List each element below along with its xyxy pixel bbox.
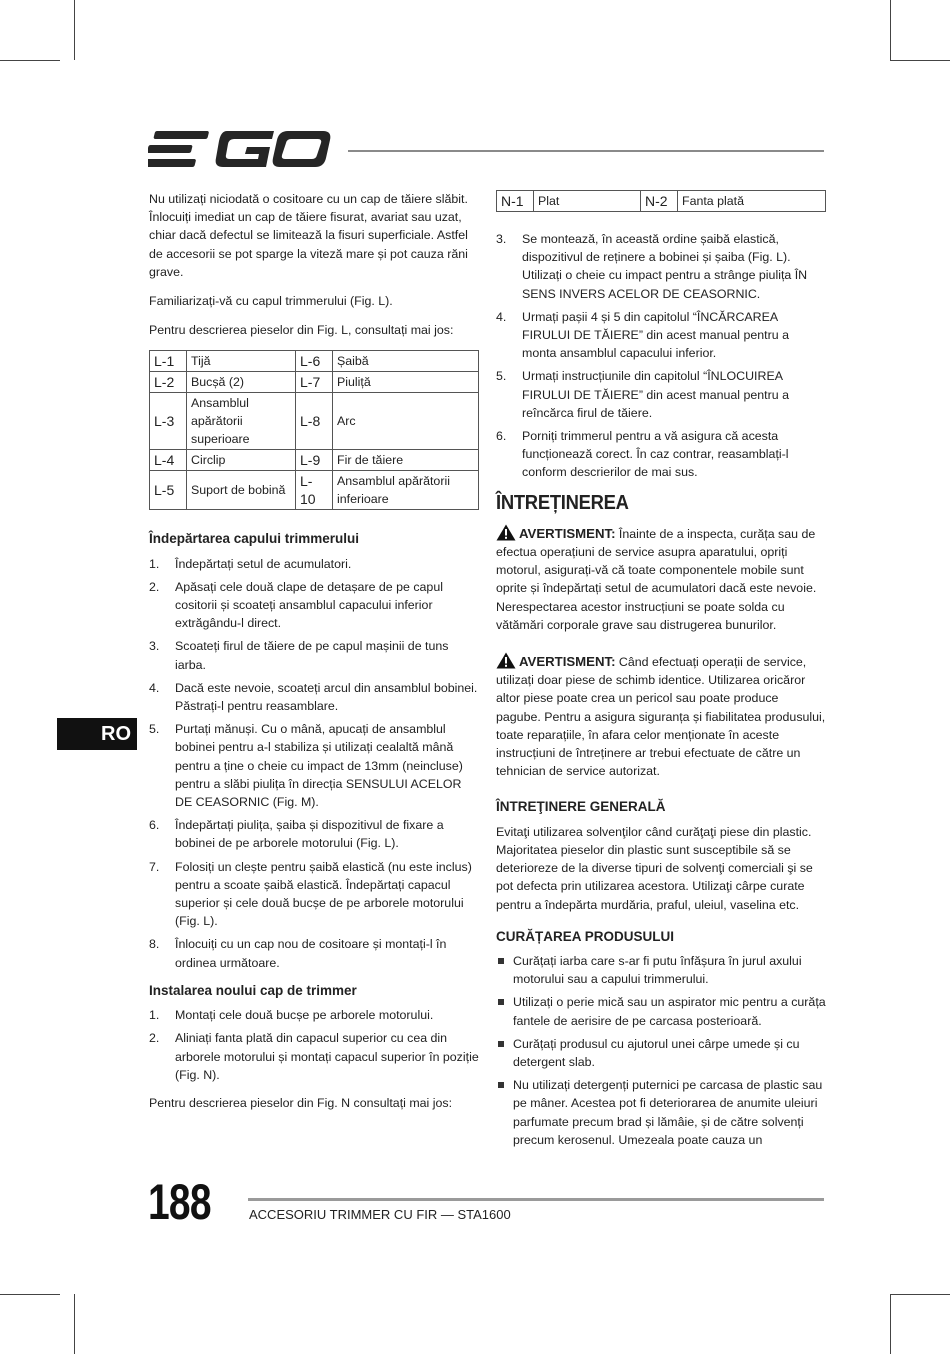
header-rule [348, 150, 824, 152]
install-steps [149, 1006, 479, 1084]
intro-paragraph: Nu utilizați niciodată o cositoare cu un cap de tăiere slăbit. Înlocuiți imediat un cap de tăiere fisurat, avariat sau uzat, chiar dacă defectul se limitează la fisuri superficiale. Astfel de accesorii se pot sparge la viteză mare și pot cauza răni grave. [149, 192, 468, 279]
table-row [150, 450, 479, 471]
part-desc: Bucșă (2) [187, 372, 296, 393]
part-desc: Suport de bobină [187, 471, 296, 510]
part-desc: Arc [333, 393, 479, 450]
step-text: Dacă este nevoie, scoateți arcul din ansamblul bobinei. Păstrați-l pentru reasamblare. [175, 680, 478, 714]
step-number: 3. [496, 232, 507, 246]
part-code: L-3 [150, 393, 187, 450]
bullet-square-icon [498, 999, 504, 1005]
part-desc: Ansamblul apărătorii inferioare [333, 471, 479, 510]
list-item [149, 935, 479, 971]
language-tab: RO [57, 718, 137, 750]
warning-paragraph [496, 652, 826, 780]
crop-mark [890, 1294, 950, 1295]
step-text: Purtați mănuși. Cu o mână, apucați de ansamblul bobinei pentru a-l stabiliza și utilizați cealaltă mână pentru a ține o cheie cu impact de 13mm (neincluse) pentru a slăbi piulița în direcția SENSULUI ACELOR DE CEASORNIC (Fig. M). [175, 722, 463, 810]
step-text: Aliniați fanta plată din capacul superior cu cea din arborele motorului și montați capacul superior în poziție (Fig. N). [175, 1031, 479, 1082]
step-number: 2. [149, 1031, 160, 1046]
table-row [150, 393, 479, 450]
part-code: N-2 [641, 191, 678, 212]
part-desc: Șaibă [333, 351, 479, 372]
step-text: Porniți trimmerul pentru a vă asigura că acesta funcționează corect. În caz contrar, reasamblați-l conform descrierilor de mai sus. [522, 429, 789, 480]
intro-paragraph: Pentru descrierea pieselor din Fig. L, consultați mai jos: [149, 323, 454, 338]
part-desc: Plat [534, 191, 641, 212]
step-text: Îndepărtați piulița, șaiba și dispozitivul de fixare a bobinei de pe arborele motorului (Fig. L). [175, 818, 444, 851]
table-row [150, 372, 479, 393]
part-code: L-5 [150, 471, 187, 510]
step-number: 5. [496, 369, 507, 384]
part-code: L-8 [296, 393, 333, 450]
part-code: L-2 [150, 372, 187, 393]
bullet-text: Curățați iarba care s-ar fi putu înfășura în jurul axului motorului sau a capului trimmerului. [513, 953, 802, 987]
step-text: Scoateți firul de tăiere de pe capul mașinii de tuns iarba. [175, 639, 449, 672]
part-desc: Circlip [187, 450, 296, 471]
list-item [149, 858, 479, 931]
crop-mark [74, 0, 75, 60]
warning-text: Înainte de a inspecta, curăța sau de efectua operațiuni de service asupra aparatului, opriți motorul, asigurați-vă că toate componentele mobile sunt oprite și îndepărtați setul de acumulatori dacă este nevoie. Nerespectarea acestor instrucțiuni se poate solda cu vătămări corporale grave sau distrugerea bunurilor. [496, 526, 817, 632]
step-text: Înlocuiți cu un cap nou de cositoare și montați-l în ordinea următoare. [175, 937, 447, 970]
list-item [496, 1076, 826, 1149]
step-number: 4. [149, 680, 160, 695]
reassembly-steps [496, 230, 826, 482]
step-number: 2. [149, 579, 160, 594]
install-after-text: Pentru descrierea pieselor din Fig. N consultați mai jos: [149, 1095, 453, 1110]
list-item [149, 555, 479, 573]
parts-table-n [496, 190, 826, 212]
part-code: L-7 [296, 372, 333, 393]
bullet-text: Utilizați o perie mică sau un aspirator mic pentru a curăța fantele de aerisire de pe carcasa posterioară. [513, 995, 826, 1028]
list-item [149, 679, 479, 715]
part-desc: Tijă [187, 351, 296, 372]
table-row [150, 351, 479, 372]
maintenance-heading: ÎNTREȚINEREA [496, 491, 629, 514]
part-code: N-1 [497, 191, 534, 212]
list-item [496, 993, 826, 1029]
right-column [496, 190, 826, 1154]
table-row [150, 471, 479, 510]
warning-triangle-icon [496, 524, 516, 541]
parts-table-l [149, 350, 479, 510]
list-item [496, 952, 826, 988]
page-number: 188 [148, 1174, 211, 1230]
bullet-square-icon [498, 958, 504, 964]
step-number: 1. [149, 1008, 160, 1023]
step-number: 6. [149, 818, 160, 833]
step-text: Îndepărtați setul de acumulatori. [175, 556, 352, 571]
warning-triangle-icon [496, 652, 516, 669]
list-item [496, 308, 826, 363]
footer-rule [248, 1198, 824, 1201]
list-item [149, 1029, 479, 1084]
bullet-text: Curățați produsul cu ajutorul unei cârpe umede și cu detergent slab. [513, 1036, 800, 1069]
ego-logo [148, 128, 332, 172]
table-row [497, 191, 826, 212]
bullet-text: Nu utilizați detergenți puternici pe carcasa de plastic sau pe mâner. Acestea pot fi deteriorarea de anumite uleiuri parfumate precum brad și lămâie, și de către solvenți precum kerosenul. Umezeala poate cauza un [513, 1078, 823, 1147]
crop-mark [0, 1294, 60, 1295]
step-text: Montați cele două bucșe pe arborele motorului. [175, 1008, 434, 1023]
step-number: 4. [496, 309, 507, 324]
list-item [496, 230, 826, 303]
warning-label: AVERTISMENT: [519, 525, 616, 541]
crop-mark [0, 60, 60, 61]
step-number: 7. [149, 859, 160, 874]
step-text: Apăsați cele două clape de detașare de pe capul cositorii și scoateți ansamblul capacului inferior extrăgându-l direct. [175, 579, 443, 631]
general-maintenance-text: Evitaţi utilizarea solvenţilor când curăţaţi piese din plastic. Majoritatea pieselor din plastic sunt susceptibile să se deterioreze de la diverse tipuri de solvenţi comerciali şi se pot defecta prin utilizarea acestora. Utilizaţi cârpe curate pentru a îndepărta murdăria, praful, uleiul, vaselina etc. [496, 824, 813, 912]
step-text: Urmați instrucțiunile din capitolul “ÎNLOCUIREA FIRULUI DE TĂIERE” din acest manual pentru a reîncărca firul de tăiere. [522, 369, 789, 420]
removal-heading: Îndepărtarea capului trimmerului [149, 531, 360, 547]
crop-mark [890, 1294, 891, 1354]
part-code: L-4 [150, 450, 187, 471]
part-code: L-1 [150, 351, 187, 372]
part-code: L-9 [296, 450, 333, 471]
general-maintenance-heading: ÎNTREŢINERE GENERALĂ [496, 799, 666, 815]
crop-mark [890, 0, 891, 60]
step-number: 3. [149, 639, 160, 654]
intro-paragraph: Familiarizați-vă cu capul trimmerului (Fig. L). [149, 294, 393, 309]
list-item [496, 367, 826, 422]
list-item [149, 578, 479, 633]
crop-mark [74, 1294, 75, 1354]
part-desc: Piuliță [333, 372, 479, 393]
footer-title: ACCESORIU TRIMMER CU FIR — STA1600 [249, 1207, 511, 1222]
warning-label: AVERTISMENT: [519, 654, 616, 670]
step-text: Se montează, în această ordine șaibă elastică, dispozitivul de reținere a bobinei și șaiba (Fig. L). Utilizați o cheie cu impact pentru a strânge piulița ÎN SENS INVERS ACELOR DE CEASORNIC. [522, 232, 808, 301]
cleaning-heading: CURĂȚAREA PRODUSULUI [496, 928, 674, 944]
bullet-square-icon [498, 1041, 504, 1047]
warning-text: Când efectuați operații de service, utilizați doar piese de schimb identice. Utilizarea oricăror altor piese poate crea un pericol sau poate produce pagube. Pentru a asigura siguranța și fiabilitatea produsului, toate reparațiile, în afara celor menționate în aceste instrucțiuni de întreținere ar trebui efectuate de către un tehnician de service autorizat. [496, 655, 826, 779]
step-number: 6. [496, 429, 507, 444]
part-code: L-6 [296, 351, 333, 372]
list-item [149, 816, 479, 852]
list-item [149, 1006, 479, 1024]
cleaning-list [496, 952, 826, 1149]
list-item [496, 1035, 826, 1071]
part-desc: Ansamblul apărătorii superioare [187, 393, 296, 450]
list-item [496, 427, 826, 482]
removal-steps [149, 555, 479, 972]
part-code: L-10 [296, 471, 333, 510]
part-desc: Fanta plată [678, 191, 826, 212]
install-heading: Instalarea noului cap de trimmer [149, 982, 357, 998]
step-number: 5. [149, 722, 160, 737]
list-item [149, 720, 479, 811]
part-desc: Fir de tăiere [333, 450, 479, 471]
warning-paragraph [496, 524, 826, 634]
step-text: Folosiți un clește pentru șaibă elastică (nu este inclus) pentru a scoate șaibă elastică. Îndepărtați capacul superior și cele două bucșe de pe arborele motorului (Fig. L). [175, 859, 472, 929]
step-number: 1. [149, 556, 160, 571]
step-number: 8. [149, 937, 160, 952]
step-text: Urmați pașii 4 și 5 din capitolul “ÎNCĂRCAREA FIRULUI DE TĂIERE” din acest manual pentru a monta ansamblul capacului inferior. [522, 309, 789, 361]
list-item [149, 637, 479, 673]
crop-mark [890, 60, 950, 61]
bullet-square-icon [498, 1082, 504, 1088]
left-column [149, 190, 479, 1123]
